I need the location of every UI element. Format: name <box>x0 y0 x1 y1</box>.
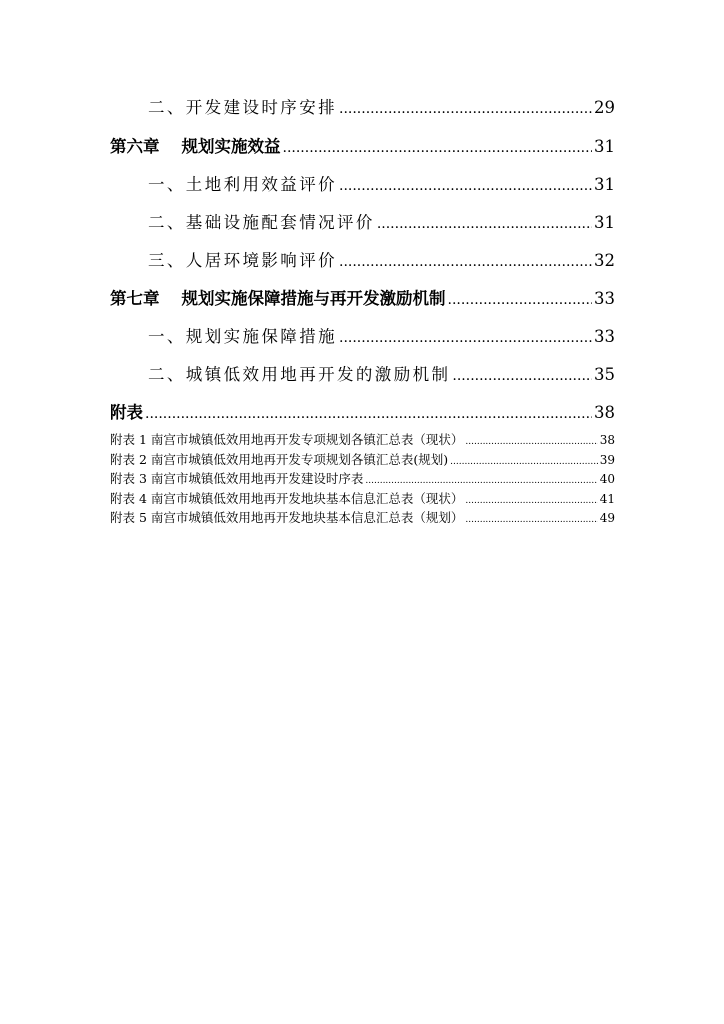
toc-entry-label: 二、基础设施配套情况评价 <box>148 213 375 232</box>
toc-chapter-7[interactable] <box>110 285 615 309</box>
toc-entry-label <box>110 133 281 157</box>
toc-appendix-table-2[interactable] <box>110 450 615 468</box>
toc-entry-living-environment[interactable] <box>148 247 615 271</box>
toc-entry-label: 一、规划实施保障措施 <box>148 327 337 346</box>
toc-appendix-table-5[interactable] <box>110 508 615 526</box>
toc-entry-incentive-mechanism[interactable] <box>148 361 615 385</box>
chapter-title: 规划实施保障措施与再开发激励机制 <box>181 289 446 308</box>
dot-leader <box>452 368 592 384</box>
dot-leader <box>465 496 597 506</box>
toc-entry-label: 附表 1 南宫市城镇低效用地再开发专项规划各镇汇总表（现状） <box>110 432 464 447</box>
toc-appendix-table-3[interactable] <box>110 469 615 487</box>
toc-entry-label: 三、人居环境影响评价 <box>148 251 337 270</box>
chapter-title: 规划实施效益 <box>181 137 281 156</box>
toc-page-number: 31 <box>594 175 615 194</box>
dot-leader <box>365 476 597 486</box>
dot-leader <box>339 330 592 346</box>
toc-page-number: 35 <box>594 365 615 384</box>
toc-appendix[interactable] <box>110 399 615 423</box>
dot-leader <box>465 437 597 447</box>
toc-entry-label <box>110 285 446 309</box>
toc-page-number: 31 <box>594 137 615 156</box>
toc-chapter-6[interactable] <box>110 133 615 157</box>
dot-leader <box>339 254 592 270</box>
toc-entry-label: 附表 5 南宫市城镇低效用地再开发地块基本信息汇总表（规划） <box>110 510 464 525</box>
toc-entry-label: 附表 <box>110 403 143 422</box>
toc-entry-label: 附表 4 南宫市城镇低效用地再开发地块基本信息汇总表（现状） <box>110 491 464 506</box>
chapter-number: 第七章 <box>110 289 160 308</box>
toc-entry-label: 一、土地利用效益评价 <box>148 175 337 194</box>
toc-page-number: 39 <box>599 453 615 467</box>
toc-page-number: 40 <box>599 472 615 486</box>
toc-entry-label: 附表 2 南宫市城镇低效用地再开发专项规划各镇汇总表(规划) <box>110 452 449 467</box>
dot-leader <box>465 515 597 525</box>
toc-entry-label: 附表 3 南宫市城镇低效用地再开发建设时序表 <box>110 471 364 486</box>
dot-leader <box>283 140 593 156</box>
toc-page-number: 33 <box>594 327 615 346</box>
dot-leader <box>145 406 592 422</box>
toc-page-number: 31 <box>594 213 615 232</box>
chapter-number: 第六章 <box>110 137 160 156</box>
toc-entry-label: 二、城镇低效用地再开发的激励机制 <box>148 365 451 384</box>
toc-page-number: 38 <box>599 433 615 447</box>
toc-entry-land-use-benefit[interactable] <box>148 171 615 195</box>
dot-leader <box>339 101 592 117</box>
toc-entry-development-timing[interactable] <box>148 94 615 118</box>
dot-leader <box>448 292 593 308</box>
toc-page-number: 41 <box>599 492 615 506</box>
toc-page-number: 32 <box>594 251 615 270</box>
toc-page-number: 29 <box>594 98 615 117</box>
toc-entry-infrastructure[interactable] <box>148 209 615 233</box>
dot-leader <box>339 178 592 194</box>
toc-entry-safeguard-measures[interactable] <box>148 323 615 347</box>
toc-appendix-table-4[interactable] <box>110 489 615 507</box>
toc-page-number: 33 <box>594 289 615 308</box>
toc-page-number: 49 <box>599 511 615 525</box>
dot-leader <box>377 216 592 232</box>
toc-appendix-table-1[interactable] <box>110 430 615 448</box>
dot-leader <box>450 457 598 467</box>
toc-entry-label: 二、开发建设时序安排 <box>148 98 337 117</box>
toc-page-number: 38 <box>594 403 615 422</box>
